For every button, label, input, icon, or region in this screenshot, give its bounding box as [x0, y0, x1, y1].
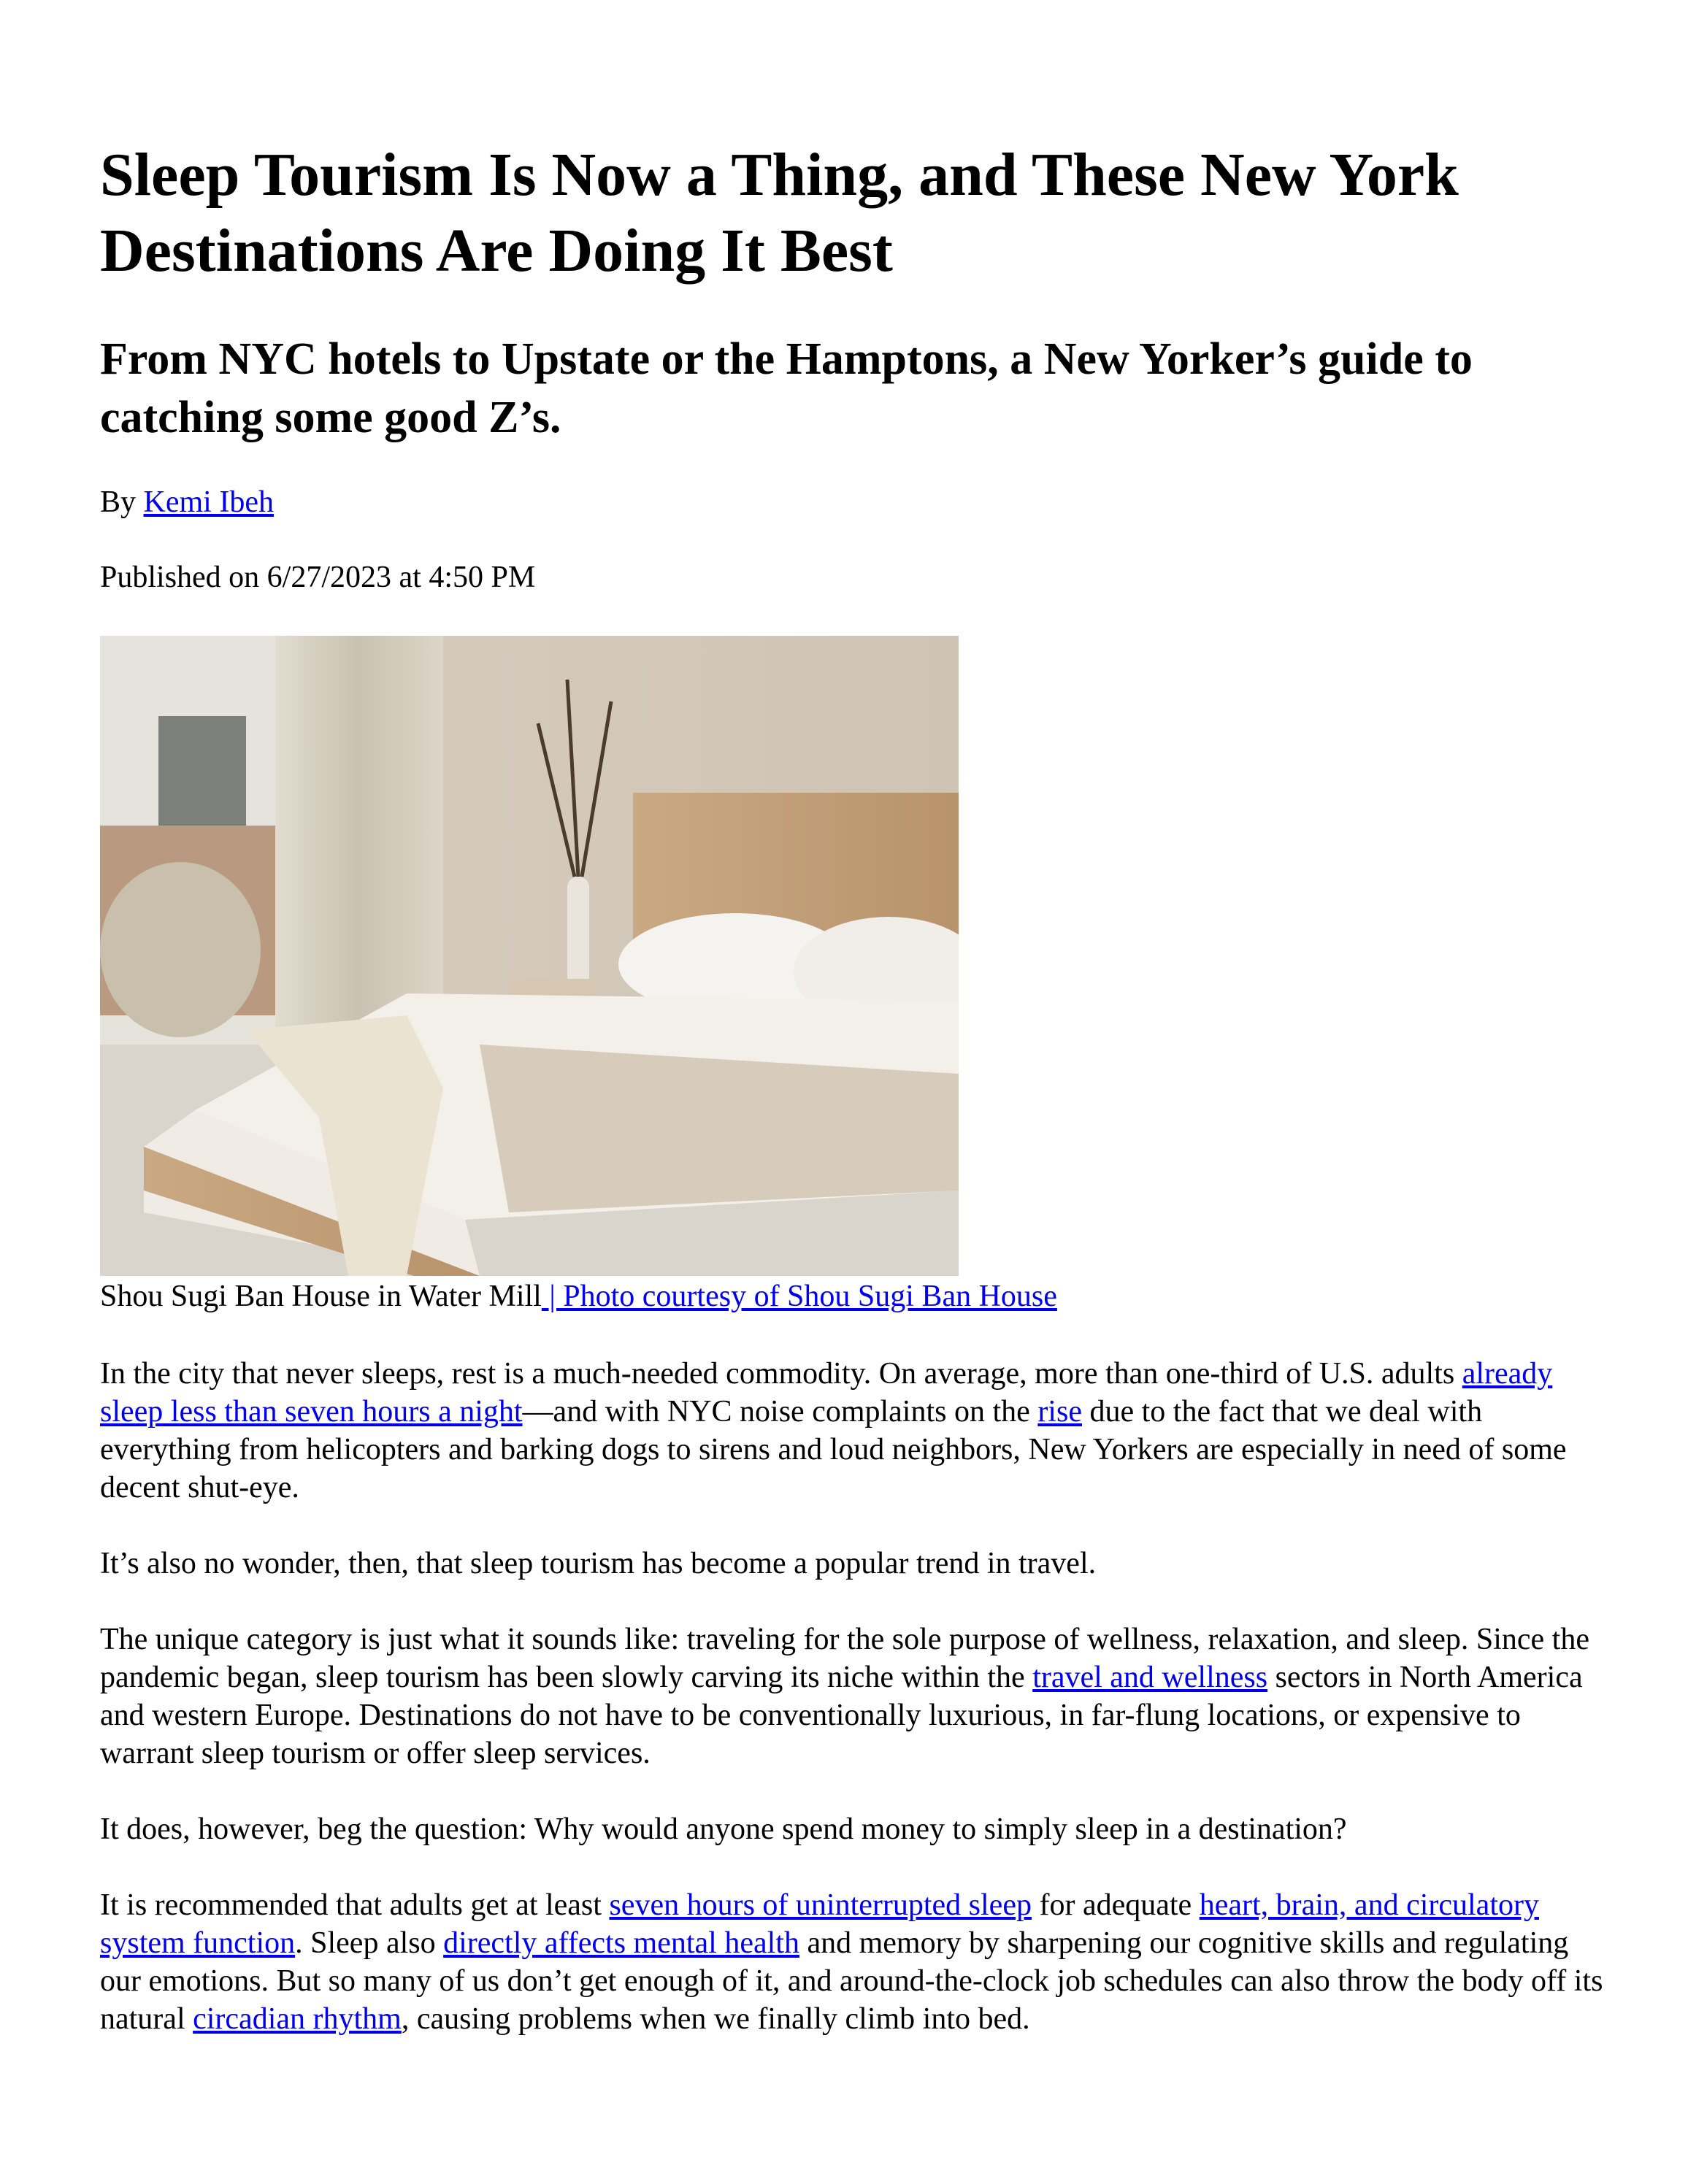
text: and memory by sharpening our cognitive skills and regulating our emotions. But so many of us don’t get enough of it, and around-the-clock job schedules can also throw the body off its natural — [100, 1926, 1603, 2036]
article-subtitle: From NYC hotels to Upstate or the Hamptons, a New Yorker’s guide to catching some good Z’s. — [100, 334, 1473, 442]
link-mental-health[interactable]: directly affects mental health — [443, 1926, 799, 1960]
text: due to the fact that we deal with everything from helicopters and barking dogs to sirens and loud neighbors, New Yorkers are especially in need of some decent shut-eye. — [100, 1395, 1567, 1504]
paragraph-3 — [100, 1620, 1604, 1772]
paragraph-4: It does, however, beg the question: Why would anyone spend money to simply sleep in a destination? — [100, 1812, 1347, 1846]
text: The unique category is just what it sounds like: traveling for the sole purpose of wellness, relaxation, and sleep. Since the pandemic began, sleep tourism has been slowly carving its niche within the — [100, 1623, 1589, 1694]
article-photo — [100, 636, 959, 1276]
text: In the city that never sleeps, rest is a much-needed commodity. On average, more than one-third of U.S. adults — [100, 1357, 1462, 1391]
paragraph-1 — [100, 1355, 1604, 1507]
text: , causing problems when we finally climb into bed. — [401, 2002, 1030, 2036]
link-heart-brain[interactable]: heart, brain, and circulatory system function — [100, 1888, 1539, 1960]
link-rise[interactable]: rise — [1037, 1395, 1082, 1429]
bedroom-image — [100, 636, 959, 1276]
byline-prefix: By — [100, 485, 144, 519]
article-title: Sleep Tourism Is Now a Thing, and These New York Destinations Are Doing It Best — [100, 141, 1459, 285]
byline — [100, 483, 274, 521]
text: —and with NYC noise complaints on the — [522, 1395, 1038, 1429]
photo-credit-link[interactable]: | Photo courtesy of Shou Sugi Ban House — [541, 1280, 1057, 1313]
text: It is recommended that adults get at least — [100, 1888, 610, 1922]
caption-text: Shou Sugi Ban House in Water Mill — [100, 1280, 542, 1313]
paragraph-2: It’s also no wonder, then, that sleep tourism has become a popular trend in travel. — [100, 1547, 1097, 1580]
link-travel-wellness[interactable]: travel and wellness — [1032, 1661, 1268, 1694]
text: sectors in North America and western Europe. Destinations do not have to be conventionally luxurious, in far-flung locations, or expensive to warrant sleep tourism or offer sleep services. — [100, 1661, 1583, 1770]
paragraph-5 — [100, 1886, 1604, 2038]
article-body — [100, 1355, 1604, 2076]
link-seven-hours[interactable]: seven hours of uninterrupted sleep — [609, 1888, 1032, 1922]
text: . Sleep also — [295, 1926, 444, 1960]
link-circadian-rhythm[interactable]: circadian rhythm — [193, 2002, 402, 2036]
author-link[interactable]: Kemi Ibeh — [143, 485, 274, 519]
published-date: Published on 6/27/2023 at 4:50 PM — [100, 561, 536, 594]
image-caption — [100, 1277, 1057, 1315]
text: for adequate — [1031, 1888, 1200, 1922]
link-sleep-stats[interactable]: already sleep less than seven hours a night — [100, 1357, 1553, 1429]
